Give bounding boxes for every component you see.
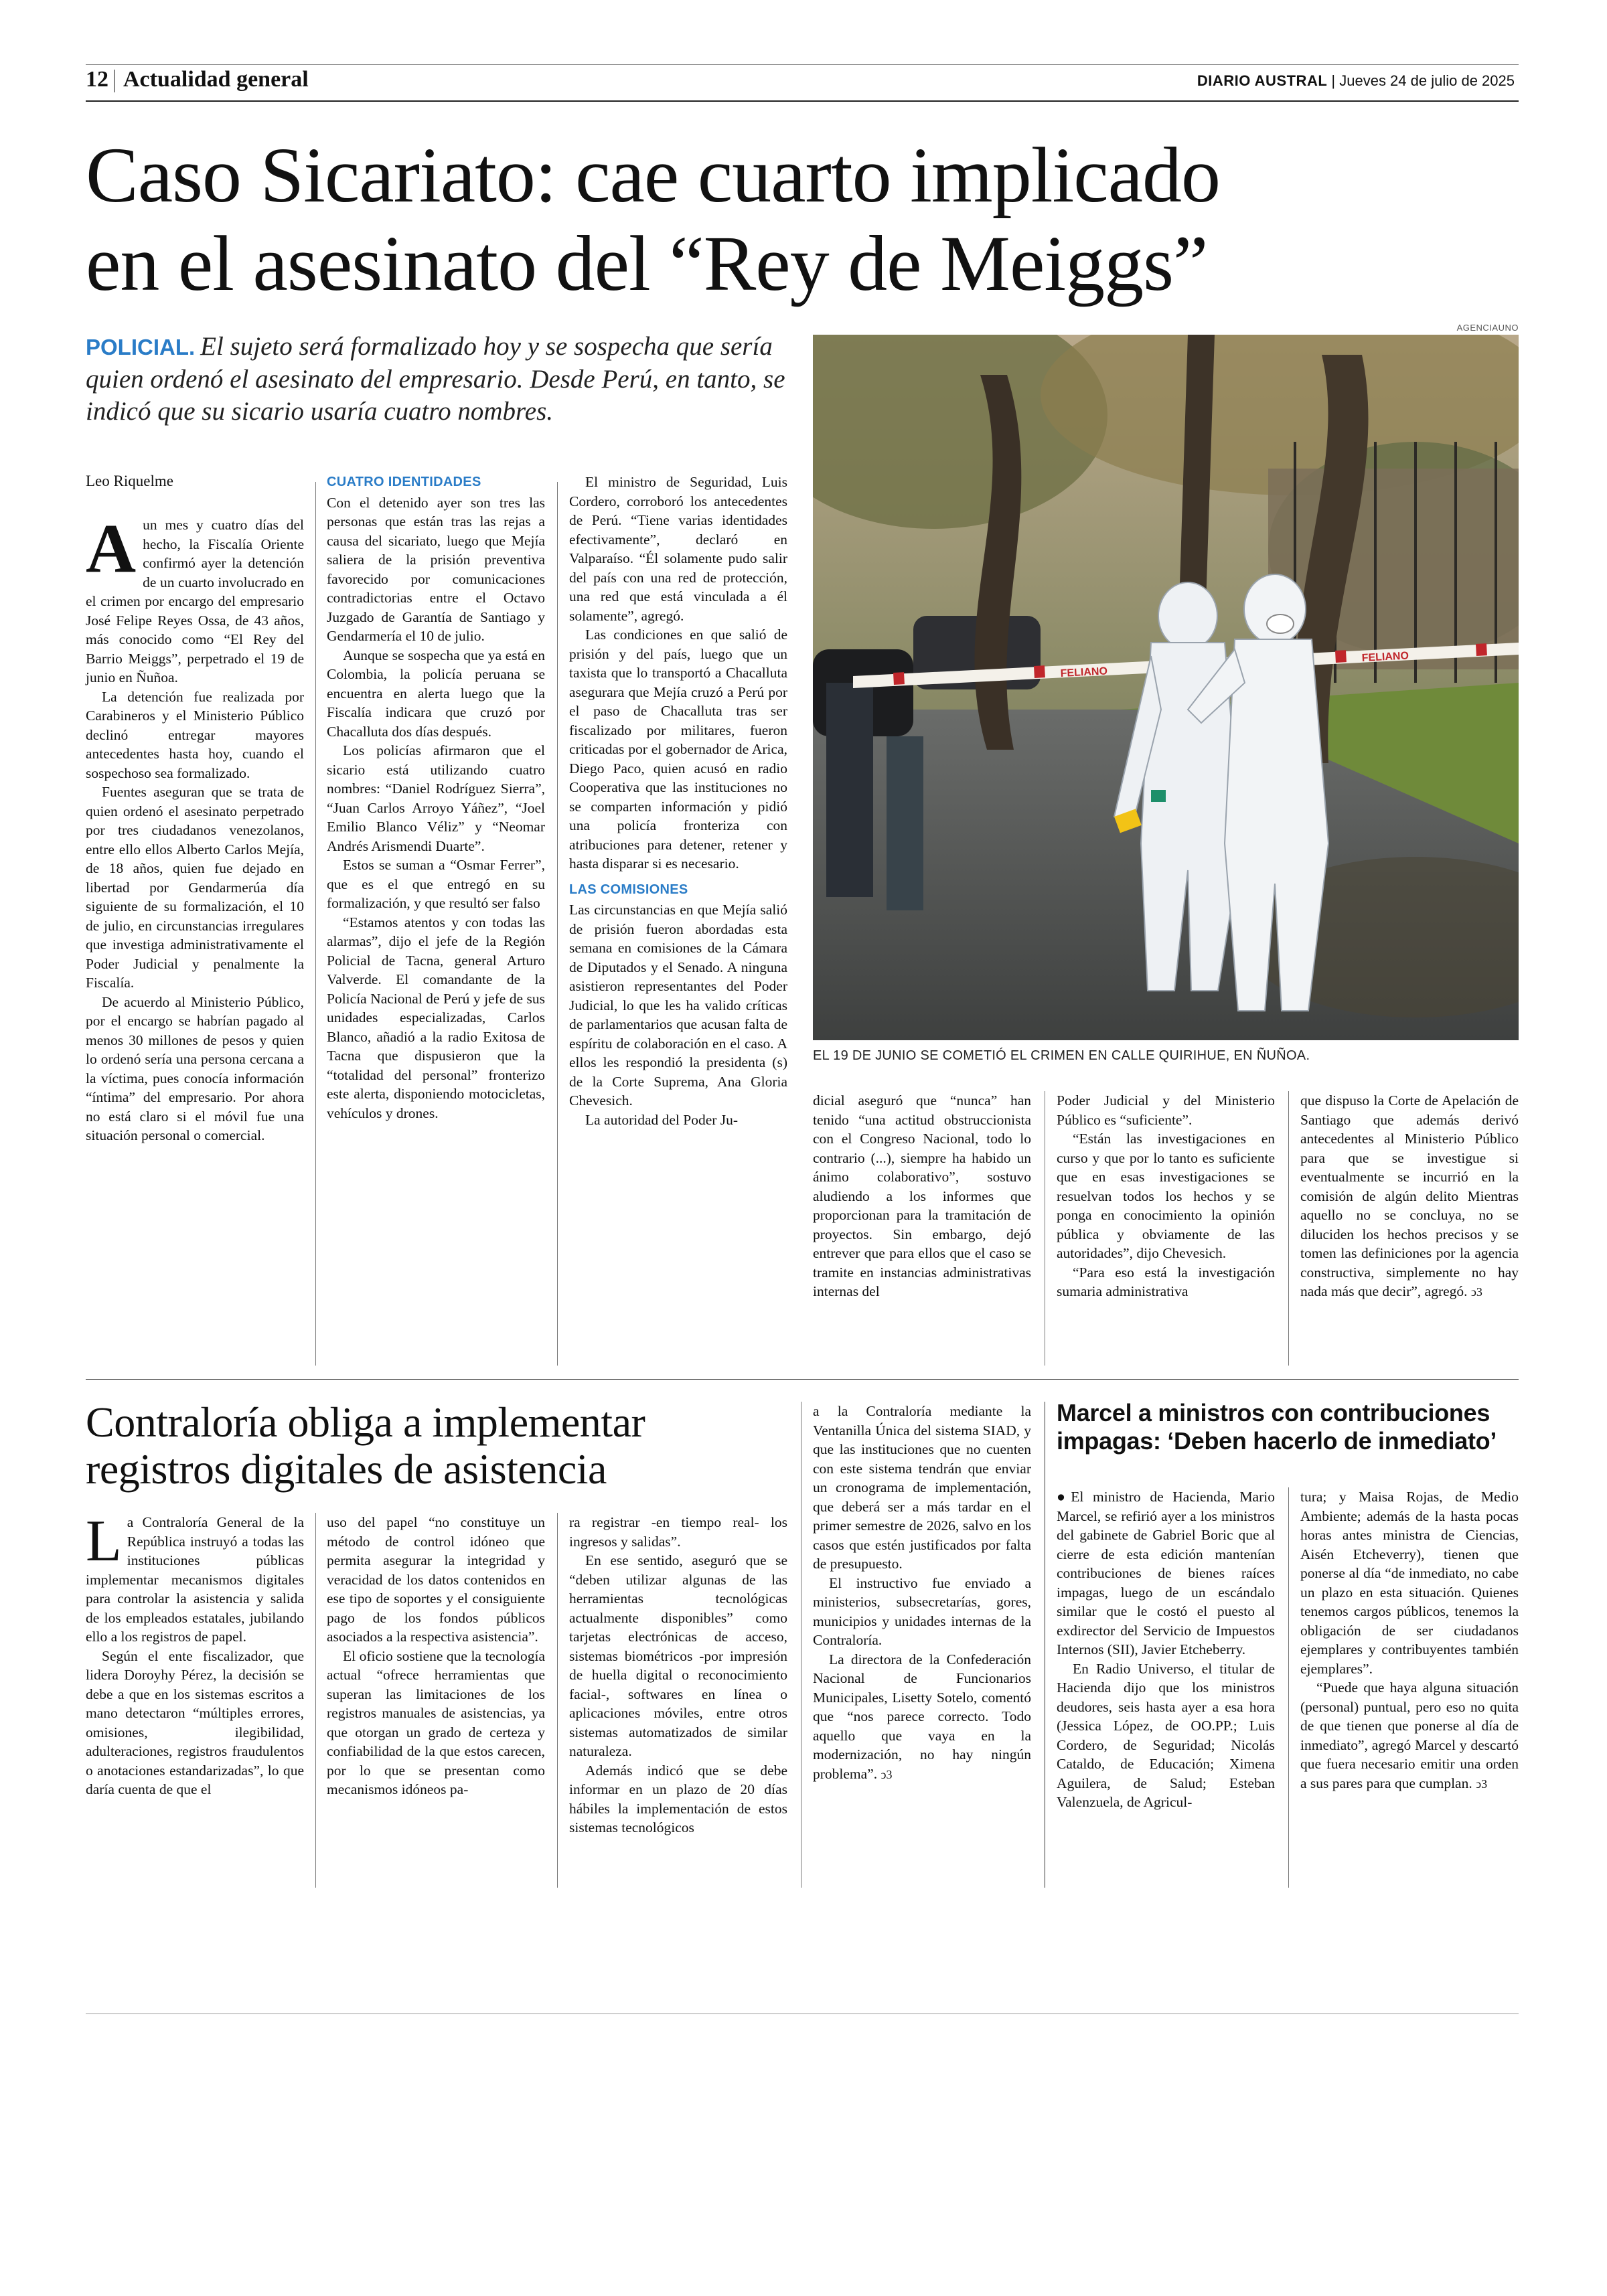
tape-label: FELIANO — [1060, 665, 1108, 679]
main-col-4 — [813, 1091, 1031, 1301]
byline: Leo Riquelme — [86, 473, 173, 489]
column-divider — [1288, 1091, 1289, 1366]
paragraph: Según el ente fiscalizador, que lidera Doroyhy Pérez, la decisión se debe a que en los sistemas escritos a mano detectaron “múltiples errores, omisiones, ilegibilidad, adulteraciones, registros fraudulentos o anotaciones estandarizadas”, lo que daría cuenta de que el — [86, 1647, 304, 1797]
main-col-3 — [569, 473, 787, 1129]
main-col-2 — [327, 473, 545, 1123]
photo-caption: EL 19 DE JUNIO SE COMETIÓ EL CRIMEN EN CALLE QUIRIHUE, EN ÑUÑOA. — [813, 1048, 1310, 1063]
header-rule — [86, 100, 1519, 102]
column-divider — [557, 1513, 558, 1888]
paragraph: Aunque se sospecha que ya está en Colombia, la policía peruana se encuentra en alerta luego que la Fiscalía indicara que cruzó por Chacalluta dos días después. — [327, 647, 545, 740]
paragraph: La Contraloría General de la República instruyó a todas las instituciones públicas implementar mecanismos digitales para controlar la asistencia y salida de los empleados estatales, jubilando ello a los registros de papel. — [86, 1509, 304, 1645]
main-col-5 — [1057, 1091, 1275, 1301]
paragraph: De acuerdo al Ministerio Público, por el encargo se habrían pagado al menos 30 millones de pesos y quien lo ordenó sería una persona cercana a la víctima, pues conocía información “íntima” del empresario. Por ahora no está claro si el móvil fue una situación personal o comercial. — [86, 993, 304, 1143]
column-divider — [315, 482, 316, 1366]
paragraph: Estos se suman a “Osmar Ferrer”, que es el que entregó en su formalización, y que resultó ser falso — [327, 857, 545, 911]
paragraph: ●El ministro de Hacienda, Mario Marcel, se refirió ayer a los ministros del gabinete de Gabriel Boric que al cierre de esta edición mantenían contribuciones de bienes raíces impagas, luego de un escándalo similar que le costó el puesto al exdirector del Servicio de Impuestos Internos (SII), Javier Etcheberry. — [1057, 1489, 1275, 1657]
end-mark: ↄ3 — [881, 1767, 893, 1781]
paragraph: La autoridad del Poder Ju- — [585, 1111, 739, 1128]
drop-cap: L — [86, 1509, 122, 1574]
paragraph: El oficio sostiene que la tecnología actual “ofrece herramientas que superan las limitaciones de los registros manuales de asistencias, ya que otorgan un grado de certeza y confiabilidad de la que estos carecen, por lo que se presentan como mecanismos idóneos pa- — [327, 1647, 545, 1797]
paragraph: Fuentes aseguran que se trata de quien ordenó el asesinato perpetrado por tres ciudadanos venezolanos, entre ello ellos Alberto Carlos Mejía, de 18 años, quien fue dejado en libertad por Gendarmerúa día siguiente de su formalización, el 10 de julio, en circunstancias irregulares que investiga administrativamente el Poder Judicial y penalmente la Fiscalía. — [86, 784, 304, 991]
paragraph: Poder Judicial y del Ministerio Público es “suficiente”. — [1057, 1092, 1275, 1128]
masthead-separator: | — [1331, 72, 1340, 89]
main-headline — [86, 131, 1525, 308]
issue-date: Jueves 24 de julio de 2025 — [1339, 72, 1515, 89]
paragraph: tura; y Maisa Rojas, de Medio Ambiente; además de la hasta pocas horas antes ministra de Ciencias, Aisén Etcheverry), tienen que ponerse al día “de inmediato, no cabe un plazo en esta situación. Quienes tenemos cargos públicos, tenemos la obligación de ser ciudadanos ejemplares y contribuyentes también ejemplares”. — [1300, 1489, 1519, 1677]
story-deck — [86, 331, 795, 428]
paragraph: “Están las investigaciones en curso y que por lo tanto es suficiente que en esas investigaciones se resuelvan todos los hechos y se ponga en conocimiento la opinión pública y obviamente de las autoridades”, dijo Chevesich. — [1057, 1131, 1275, 1261]
main-headline-line2: en el asesinato del “Rey de Meiggs” — [86, 220, 1208, 307]
paragraph: La directora de la Confederación Nacional de Funcionarios Municipales, Lisetty Sotelo, comentó que “nos parece correcto. Todo aquello que vaya en la modernización, no hay ningún problema”. ↄ3 — [813, 1651, 1031, 1782]
paragraph: “Estamos atentos y con todas las alarmas”, dijo el jefe de la Región Policial de Tacna, general Arturo Valverde. El comandante de la Policía Nacional de Perú y jefe de sus unidades especializadas, Carlos Blanco, añadió a la radio Exitosa de Tacna que dispusieron que la “totalidad del personal” fronterizo este alerta, disponiendo motocicletas, vehículos y drones. — [327, 914, 545, 1121]
paragraph: El instructivo fue enviado a ministerios, subsecretarías, gores, municipios y unidades internas de la Contraloría. — [813, 1574, 1031, 1648]
story2-col-2 — [327, 1513, 545, 1799]
page-number: 12 — [86, 67, 108, 92]
end-mark: ↄ3 — [1476, 1777, 1488, 1791]
column-divider — [1288, 1487, 1289, 1888]
photo-credit: AGENCIAUNO — [1456, 323, 1519, 333]
paragraph: Los policías afirmaron que el sicario está utilizando cuatro nombres: “Daniel Rodríguez Sierra”, “Juan Carlos Arroyo Yáñez”, “Joel Emilio Blanco Véliz” y “Neomar Andrés Arismendi Duarte”. — [327, 742, 545, 854]
story3-col-2 — [1300, 1487, 1519, 1793]
section-name: Actualidad general — [123, 67, 309, 92]
subhead-las-comisiones: LAS COMISIONES — [569, 882, 688, 897]
story-separator — [86, 1379, 1519, 1380]
bullet: ● — [1057, 1489, 1071, 1505]
paragraph: “Para eso está la investigación sumaria administrativa — [1057, 1264, 1275, 1299]
story2-col-1 — [86, 1509, 304, 1799]
story3-col-1 — [1057, 1487, 1275, 1812]
marcel-headline: Marcel a ministros con contribuciones impagas: ‘Deben hacerlo de inmediato’ — [1057, 1399, 1497, 1455]
masthead — [1197, 72, 1515, 90]
story2-col-3 — [569, 1513, 787, 1837]
paragraph: Con el detenido ayer son tres las personas que están tras las rejas a causa del sicariato, luego que Mejía saliera de la prisión preventiva favorecido por comunicaciones contradictorias entre el Octavo Juzgado de Garantía de Santiago y Gendarmería el 10 de julio. — [327, 494, 545, 644]
paragraph: que dispuso la Corte de Apelación de Santiago que además derivó antecedentes al Ministerio Público para que se investigue si eventualmente se incurrió en la comisión de algún delito Mientras aquello no se concluya, no se diluciden los hechos precisos y se tomen las definiciones por la agencia constructiva, simplemente no hay nada más que decir”, agregó. ↄ3 — [1300, 1092, 1519, 1299]
news-photo — [813, 335, 1519, 1040]
paragraph: “Puede que haya alguna situación (personal) puntual, pero eso no quita de que tienen que ponerse al día de inmediato”, agregó Marcel y descartó que fuera necesario emitir una orden a sus pares para que cumplan. ↄ3 — [1300, 1679, 1519, 1791]
deck-text: El sujeto será formalizado hoy y se sospecha que sería quien ordenó el asesinato del empresario. Desde Perú, en tanto, se indicó que su sicario usaría cuatro nombres. — [86, 332, 785, 426]
main-col-6 — [1300, 1091, 1519, 1302]
paragraph: ra registrar -en tiempo real- los ingresos y salidas”. — [569, 1514, 787, 1550]
paragraph: El ministro de Seguridad, Luis Cordero, corroboró los antecedentes de Perú. “Tiene varias identidades efectivamente”, declaró en Valparaíso. “Él solamente pudo salir del país con una red de protección, una red que está vinculada a él solamente”, agregó. — [569, 474, 787, 624]
kicker-label: POLICIAL. — [86, 335, 196, 359]
main-headline-line1: Caso Sicariato: cae cuarto implicado — [86, 131, 1221, 219]
contraloria-headline: Contraloría obliga a implementar registros digitales de asistencia — [86, 1398, 645, 1493]
tape-label-2: FELIANO — [1361, 650, 1409, 664]
paragraph: En Radio Universo, el titular de Hacienda dijo que los ministros deudores, seis hasta ayer a esa hora (Jessica López, de OO.PP.; Luis Cordero, de Seguridad; Nicolás Cataldo, de Educación; Ximena Aguilera, de Salud; Esteban Valenzuela, de Agricul- — [1057, 1660, 1275, 1810]
header-top-rule — [86, 64, 1519, 65]
paragraph: Aun mes y cuatro días del hecho, la Fiscalía Oriente confirmó ayer la detención de un cuarto involucrado en el crimen por encargo del empresario José Felipe Reyes Ossa, de 43 años, más conocido como “El Rey del Barrio Meiggs”, perpetrado el 19 de junio en Ñuñoa. — [86, 510, 304, 685]
story2-col-4 — [813, 1402, 1031, 1784]
paragraph: uso del papel “no constituye un método de control idóneo que permita asegurar la integridad y veracidad de los datos contenidos en ese tipo de soportes y el consiguiente pago de los fondos públicos asociados a la respectiva asistencia”. — [327, 1514, 545, 1645]
newspaper-name: DIARIO AUSTRAL — [1197, 72, 1328, 89]
paragraph: Además indicó que se debe informar en un plazo de 20 días hábiles la implementación de estos sistemas tecnológicos — [569, 1762, 787, 1835]
column-divider — [315, 1513, 316, 1888]
paragraph: En ese sentido, aseguró que se “deben utilizar algunas de las herramientas tecnológicas actualmente disponibles” como tarjetas electrónicas de acceso, sistemas biométricos -por impresión de huella digital o reconocimiento facial-, softwares en línea o aplicaciones móviles, entre otros sistemas automatizados de similar naturaleza. — [569, 1552, 787, 1759]
main-col-1 — [86, 510, 304, 1145]
drop-cap: A — [86, 510, 137, 587]
column-divider — [557, 482, 558, 1366]
paragraph: Las condiciones en que salió de prisión y del país, luego que un taxista que lo transportó a Chacalluta asegurara que Mejía cruzó a Perú por el paso de Chacalluta tras ser fiscalizado por militares, fueron criticadas por el gobernador de Arica, Diego Paco, quien acusó en radio Cooperativa que las instituciones no se comparten información y pidió una policía fronteriza con atribuciones para detener, retener y hasta disparar si es necesario. — [569, 627, 787, 872]
paragraph: dicial aseguró que “nunca” han tenido “una actitud obstruccionista con el Congreso Nacional, todo lo contrario (...), siempre ha habido un ánimo colaborativo”, sostuvo aludiendo a los informes que proporcionan para la tramitación de proyectos. Sin embargo, dejó entrever que para ellos que el caso se tramite en instancias administrativas internas del — [813, 1092, 1031, 1299]
paragraph: La detención fue realizada por Carabineros y el Ministerio Público declinó entregar mayores antecedentes hasta hoy, cuando el sospechoso sea formalizado. — [86, 688, 304, 781]
paragraph: a la Contraloría mediante la Ventanilla Única del sistema SIAD, y que las instituciones que no cuenten con este sistema tendrán que enviar un cronograma de implementación, que deberá ser a más tardar en el primer semestre de 2026, salvo en los casos que estén justificados por falta de presupuesto. — [813, 1403, 1031, 1572]
subhead-cuatro-identidades: CUATRO IDENTIDADES — [327, 475, 481, 489]
paragraph: Las circunstancias en que Mejía salió de prisión fueron abordadas esta semana en comisiones de la Cámara de Diputados y el Senado. A ninguna asistieron representantes del Poder Judicial, lo que les ha valido críticas de parlamentarios que acusan falta de espíritu de colaboración en el caso. A ellos les respondió la presidenta (s) de la Corte Suprema, Ana Gloria Chevesich. — [569, 902, 787, 1109]
end-mark: ↄ3 — [1470, 1285, 1482, 1299]
crime-scene-illustration — [813, 335, 1519, 1040]
